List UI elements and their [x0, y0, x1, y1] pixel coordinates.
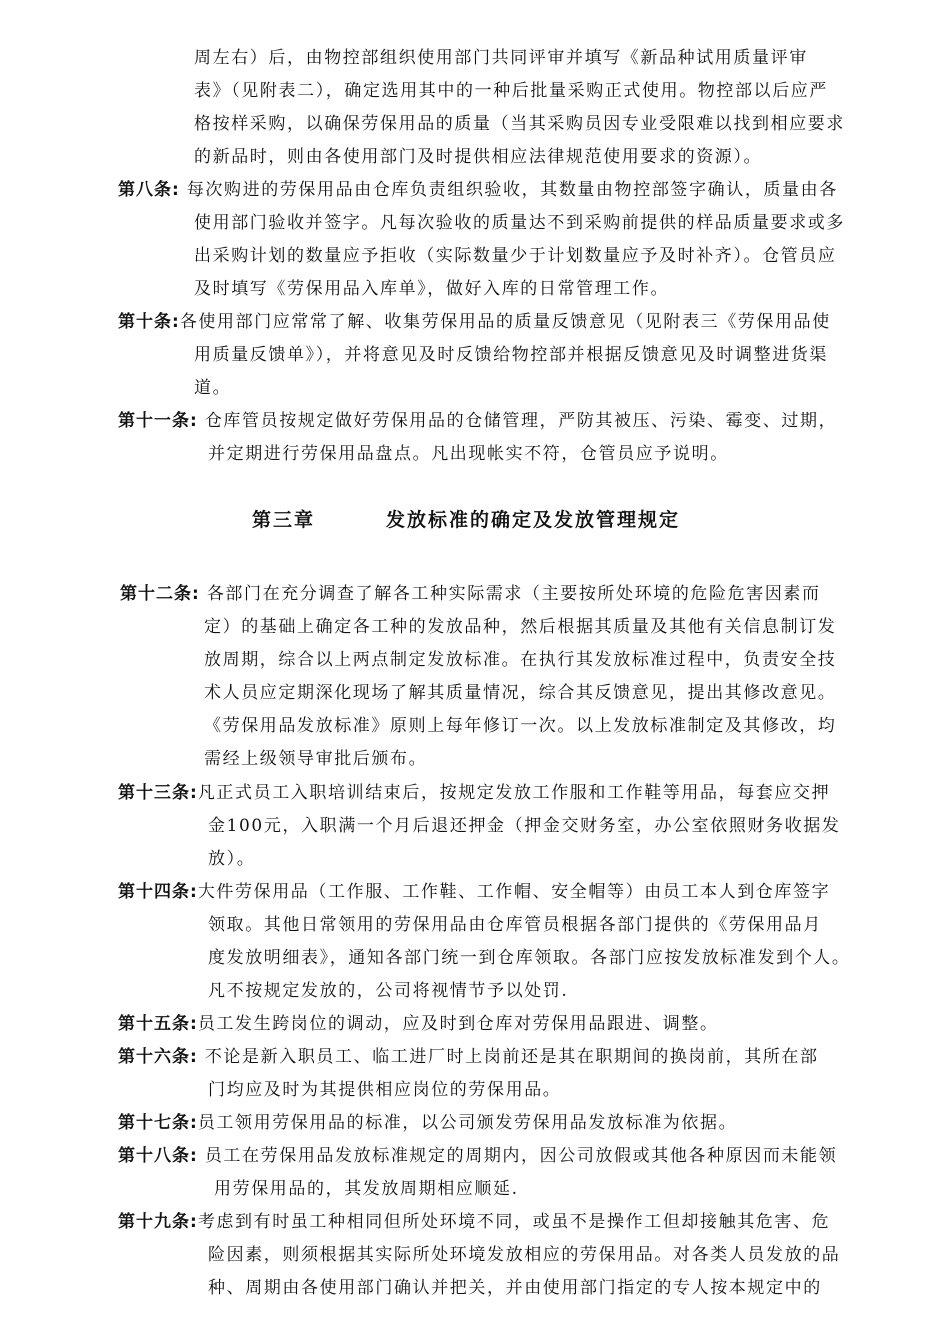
article-8-line-2: 使用部门验收并签字。凡每次验收的质量达不到采购前提供的样品质量要求或多	[194, 213, 845, 233]
article-19-label: 第十九条:	[118, 1212, 198, 1232]
article-18-label: 第十八条:	[118, 1146, 198, 1166]
article-8-line-1: 每次购进的劳保用品由仓库负责组织验收，其数量由物控部签字确认，质量由各	[186, 180, 838, 200]
article-19-line-1: 考虑到有时虽工种相同但所处环境不同，或虽不是操作工但却接触其危害、危	[197, 1212, 831, 1232]
article-12-line-6: 需经上级领导审批后颁布。	[204, 749, 428, 769]
article-14-line-4: 凡不按规定发放的，公司将视情节予以处罚.	[208, 981, 569, 1001]
article-12-line-3: 放周期，综合以上两点制定发放标准。在执行其发放标准过程中，负责安全技	[204, 650, 837, 670]
article-11-label: 第十一条:	[118, 411, 198, 431]
article-13-label: 第十三条:	[118, 783, 198, 803]
article-17-label: 第十七条:	[118, 1113, 198, 1133]
article-10-label: 第十条:	[118, 312, 180, 332]
intro-line-1: 周左右）后，由物控部组织使用部门共同评审并填写《新品种试用质量评审	[194, 48, 808, 68]
article-10-line-1: 各使用部门应常常了解、收集劳保用品的质量反馈意见（见附表三《劳保用品使	[179, 312, 831, 332]
article-10-line-3: 道。	[194, 378, 232, 398]
article-11-line-1: 仓库管员按规定做好劳保用品的仓储管理，严防其被压、污染、霉变、过期，	[204, 411, 838, 431]
article-17-line-1: 员工领用劳保用品的标准，以公司颁发劳保用品发放标准为依据。	[197, 1113, 738, 1133]
article-13-line-1: 凡正式员工入职培训结束后，按规定发放工作服和工作鞋等用品，每套应交押	[197, 783, 831, 803]
intro-line-2: 表》（见附表二），确定选用其中的一种后批量采购正式使用。物控部以后应严	[194, 81, 828, 101]
article-12-line-4: 术人员应定期深化现场了解其质量情况，综合其反馈意见，提出其修改意见。	[204, 683, 837, 703]
article-16-line-2: 门均应及时为其提供相应岗位的劳保用品。	[208, 1080, 562, 1100]
article-13-line-2: 金100元，入职满一个月后退还押金（押金交财务室，办公室依照财务收据发	[208, 816, 841, 836]
article-8	[118, 173, 838, 207]
article-18-line-1: 员工在劳保用品发放标准规定的周期内，因公司放假或其他各种原因而未能领	[204, 1146, 838, 1166]
article-18	[118, 1139, 837, 1173]
article-12	[120, 577, 821, 611]
article-11-line-2: 并定期进行劳保用品盘点。凡出现帐实不符，仓管员应予说明。	[208, 444, 729, 464]
article-15-line-1: 员工发生跨岗位的调动，应及时到仓库对劳保用品跟进、调整。	[197, 1014, 719, 1034]
article-14-line-3: 度发放明细表》，通知各部门统一到仓库领取。各部门应按发放标准发到个人。	[208, 948, 851, 968]
article-17	[118, 1106, 737, 1140]
article-15-label: 第十五条:	[118, 1014, 198, 1034]
article-13-line-3: 放）。	[208, 849, 256, 869]
article-12-line-2: 定）的基础上确定各工种的发放品种，然后根据其质量及其他有关信息制订发	[204, 617, 837, 637]
article-14-line-1: 大件劳保用品（工作服、工作鞋、工作帽、安全帽等）由员工本人到仓库签字	[197, 882, 831, 902]
article-15	[118, 1007, 719, 1041]
article-12-label: 第十二条:	[120, 584, 200, 604]
article-8-line-3: 出采购计划的数量应予拒收（实际数量少于计划数量应予及时补齐）。仓管员应	[194, 246, 837, 266]
article-16-label: 第十六条:	[118, 1047, 198, 1067]
chapter-number: 第三章	[252, 509, 316, 531]
article-19-line-2: 险因素，则须根据其实际所处环境发放相应的劳保用品。对各类人员发放的品	[208, 1245, 841, 1265]
article-10-line-2: 用质量反馈单》），并将意见及时反馈给物控部并根据反馈意见及时调整进货渠	[194, 345, 828, 365]
article-12-line-1: 各部门在充分调查了解各工种实际需求（主要按所处环境的危险危害因素而	[206, 584, 821, 604]
intro-line-4: 的新品时，则由各使用部门及时提供相应法律规范使用要求的资源）。	[194, 147, 763, 167]
article-10	[118, 305, 831, 339]
article-14	[118, 875, 830, 909]
intro-line-3: 格按样采购，以确保劳保用品的质量（当其采购员因专业受限难以找到相应要求	[194, 114, 845, 134]
article-11	[118, 404, 837, 438]
article-8-line-4: 及时填写《劳保用品入库单》，做好入库的日常管理工作。	[194, 279, 670, 299]
article-18-line-2: 用劳保用品的，其发放周期相应顺延.	[214, 1179, 519, 1199]
article-14-label: 第十四条:	[118, 882, 198, 902]
article-19-line-3: 种、周期由各使用部门确认并把关，并由使用部门指定的专人按本规定中的	[208, 1278, 822, 1298]
chapter-title: 发放标准的确定及发放管理规定	[386, 509, 681, 531]
article-16	[118, 1040, 819, 1074]
article-16-line-1: 不论是新入职员工、临工进厂时上岗前还是其在职期间的换岗前，其所在部	[204, 1047, 819, 1067]
article-8-label: 第八条:	[118, 180, 180, 200]
article-14-line-2: 领取。其他日常领用的劳保用品由仓库管员根据各部门提供的《劳保用品月	[208, 915, 822, 935]
article-13	[118, 776, 830, 810]
article-19	[118, 1205, 830, 1239]
article-12-line-5: 《劳保用品发放标准》原则上每年修订一次。以上发放标准制定及其修改，均	[204, 716, 837, 736]
